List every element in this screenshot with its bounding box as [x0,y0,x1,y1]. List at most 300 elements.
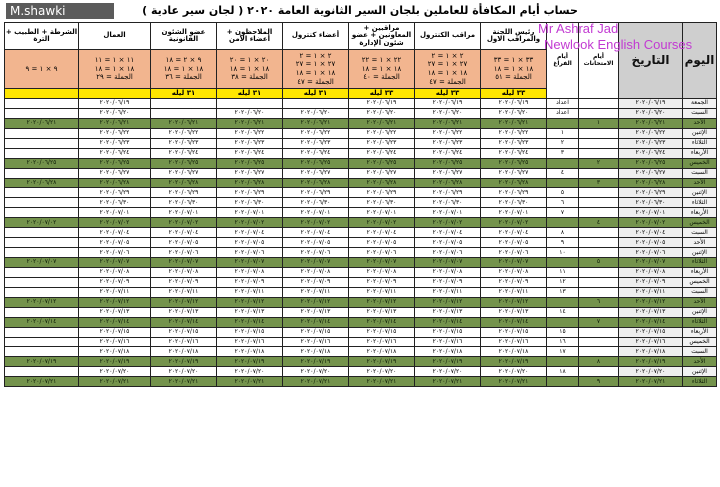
cell-legal: ٢٠٢٠/٠٧/٠٩ [151,277,217,287]
cell-security: ٢٠٢٠/٠٧/٠٦ [217,248,283,258]
cell-police [5,138,79,148]
cell-observers: ٢٠٢٠/٠٧/٠٢ [349,218,415,228]
cell-control_members: ٢٠٢٠/٠٦/٢٧ [283,168,349,178]
cell-security: ٢٠٢٠/٠٧/١٨ [217,347,283,357]
cell-head: ٢٠٢٠/٠٧/٠٨ [481,267,547,277]
cell-workers: ٢٠٢٠/٠٧/٢٠ [79,367,151,377]
cell-exams [579,128,619,138]
table-row [5,99,717,109]
cell-police [5,208,79,218]
cell-police [5,228,79,238]
cell-workers: ٢٠٢٠/٠٧/١٢ [79,297,151,307]
cell-date: ٢٠٢٠/٠٧/١١ [619,287,683,297]
cell-legal: ٢٠٢٠/٠٦/٢٤ [151,148,217,158]
cell-police: ٢٠٢٠/٠٦/٢٨ [5,178,79,188]
cell-day: السبت [683,287,717,297]
cell-workers: ٢٠٢٠/٠٧/١٨ [79,347,151,357]
table-row [5,228,717,238]
cell-control_members: ٢٠٢٠/٠٦/٢٩ [283,188,349,198]
cell-date: ٢٠٢٠/٠٧/٠٨ [619,267,683,277]
cell-free: ٥ [547,188,579,198]
cell-security: ٢٠٢٠/٠٦/٢٧ [217,168,283,178]
cell-head: ٢٠٢٠/٠٦/٢٩ [481,188,547,198]
cell-day: الأربعاء [683,267,717,277]
cell-day: الأحد [683,297,717,307]
cell-control_members [283,99,349,109]
cell-security: ٢٠٢٠/٠٧/١٦ [217,337,283,347]
cell-day: الثلاثاء [683,377,717,387]
cell-day: الخميس [683,337,717,347]
table-row [5,317,717,327]
cell-control: ٢٠٢٠/٠٦/٢١ [415,118,481,128]
cell-observers: ٢٠٢٠/٠٦/٢٣ [349,138,415,148]
cell-observers: ٢٠٢٠/٠٦/٢٨ [349,178,415,188]
calc-line: ١١ × ١ = ١١ [94,55,135,64]
cell-security: ٢٠٢٠/٠٧/٠٤ [217,228,283,238]
cell-date: ٢٠٢٠/٠٧/١٨ [619,347,683,357]
column-header-free: أيام الفراغ [547,23,579,99]
calc-line: ١٨ × ١ = ١٨ [229,64,270,73]
cell-free: اعداد [547,99,579,109]
cell-legal: ٢٠٢٠/٠٧/١٥ [151,327,217,337]
cell-day: الأحد [683,118,717,128]
table-row [5,148,717,158]
cell-legal: ٢٠٢٠/٠٧/٠٢ [151,218,217,228]
cell-workers: ٢٠٢٠/٠٦/١٩ [79,99,151,109]
cell-day: الأحد [683,238,717,248]
cell-police: ٢٠٢٠/٠٧/١٤ [5,317,79,327]
calc-cell-security [217,50,283,89]
cell-date: ٢٠٢٠/٠٦/٢٩ [619,188,683,198]
cell-control_members: ٢٠٢٠/٠٧/٠٤ [283,228,349,238]
table-row [5,218,717,228]
cell-exams [579,327,619,337]
cell-police [5,367,79,377]
cell-legal: ٢٠٢٠/٠٦/٢٣ [151,138,217,148]
cell-head: ٢٠٢٠/٠٧/٠٩ [481,277,547,287]
cell-control: ٢٠٢٠/٠٧/٠٩ [415,277,481,287]
calc-cell-police [5,50,79,89]
cell-date: ٢٠٢٠/٠٦/٣٠ [619,198,683,208]
cell-police [5,307,79,317]
cell-head: ٢٠٢٠/٠٦/٢٥ [481,158,547,168]
cell-date: ٢٠٢٠/٠٧/٠٩ [619,277,683,287]
cell-date: ٢٠٢٠/٠٦/٢٨ [619,178,683,188]
cell-observers: ٢٠٢٠/٠٧/١٢ [349,297,415,307]
table-row [5,307,717,317]
cell-control: ٢٠٢٠/٠٦/٢٠ [415,108,481,118]
column-header-date: التاريخ [619,23,683,99]
cell-security: ٢٠٢٠/٠٧/٠١ [217,208,283,218]
cell-observers: ٢٠٢٠/٠٦/٢٢ [349,128,415,138]
cell-control_members: ٢٠٢٠/٠٧/٠٨ [283,267,349,277]
cell-control_members: ٢٠٢٠/٠٦/٣٠ [283,198,349,208]
cell-date: ٢٠٢٠/٠٧/١٦ [619,337,683,347]
cell-exams: ٢ [579,158,619,168]
cell-head: ٢٠٢٠/٠٧/١٣ [481,307,547,317]
cell-security: ٢٠٢٠/٠٧/٠٢ [217,218,283,228]
cell-security: ٢٠٢٠/٠٧/١١ [217,287,283,297]
cell-control: ٢٠٢٠/٠٦/٢٩ [415,188,481,198]
cell-control: ٢٠٢٠/٠٧/١٨ [415,347,481,357]
table-row [5,258,717,268]
cell-observers: ٢٠٢٠/٠٦/٢٩ [349,188,415,198]
calc-line: ١٨ × ١ = ١٨ [493,64,534,73]
cell-observers: ٢٠٢٠/٠٧/٠٨ [349,267,415,277]
cell-day: الخميس [683,218,717,228]
cell-exams [579,198,619,208]
cell-control_members: ٢٠٢٠/٠٧/١٢ [283,297,349,307]
cell-control: ٢٠٢٠/٠٧/١٣ [415,307,481,317]
cell-free [547,258,579,268]
cell-control: ٢٠٢٠/٠٧/٢١ [415,377,481,387]
cell-free [547,218,579,228]
cell-legal: ٢٠٢٠/٠٦/٢٧ [151,168,217,178]
cell-workers: ٢٠٢٠/٠٧/٠٥ [79,238,151,248]
calc-line: الجملة = ٤٧ [429,77,466,86]
cell-legal: ٢٠٢٠/٠٧/٠٧ [151,258,217,268]
brand-label: M.shawki [6,3,114,19]
cell-security [217,99,283,109]
cell-control_members: ٢٠٢٠/٠٧/٠٢ [283,218,349,228]
cell-head: ٢٠٢٠/٠٧/١١ [481,287,547,297]
calc-line: ٢٧ × ١ = ٢٧ [295,60,336,69]
cell-free [547,118,579,128]
calc-line: ١٨ × ١ = ١٨ [163,64,204,73]
calc-line: الجملة = ٥١ [495,73,532,82]
cell-workers: ٢٠٢٠/٠٦/٢٢ [79,128,151,138]
cell-police: ٢٠٢٠/٠٧/٠٢ [5,218,79,228]
cell-head: ٢٠٢٠/٠٦/٣٠ [481,198,547,208]
calc-line: ١٨ × ١ = ١٨ [361,64,402,73]
cell-security: ٢٠٢٠/٠٧/١٤ [217,317,283,327]
cell-security: ٢٠٢٠/٠٦/٢٨ [217,178,283,188]
cell-observers: ٢٠٢٠/٠٧/١٦ [349,337,415,347]
cell-head: ٢٠٢٠/٠٧/٠٦ [481,248,547,258]
cell-day: الإثنين [683,248,717,258]
cell-observers: ٢٠٢٠/٠٧/١٨ [349,347,415,357]
cell-legal: ٢٠٢٠/٠٦/٢٩ [151,188,217,198]
calc-line: ٢٢ × ١ = ٢٢ [361,55,402,64]
cell-workers: ٢٠٢٠/٠٧/٠٢ [79,218,151,228]
cell-day: الأحد [683,357,717,367]
cell-exams: ٣ [579,178,619,188]
cell-head: ٢٠٢٠/٠٦/١٩ [481,99,547,109]
cell-day: الأربعاء [683,148,717,158]
cell-observers: ٢٠٢٠/٠٧/١١ [349,287,415,297]
cell-security: ٢٠٢٠/٠٧/١٣ [217,307,283,317]
cell-legal: ٢٠٢٠/٠٧/١٢ [151,297,217,307]
cell-legal: ٢٠٢٠/٠٧/٠٥ [151,238,217,248]
cell-day: الأحد [683,178,717,188]
table-row [5,248,717,258]
cell-legal: ٢٠٢٠/٠٧/٠٨ [151,267,217,277]
cell-security: ٢٠٢٠/٠٦/٢٥ [217,158,283,168]
table-row [5,347,717,357]
cell-exams: ٨ [579,357,619,367]
cell-date: ٢٠٢٠/٠٧/٠٥ [619,238,683,248]
cell-observers: ٢٠٢٠/٠٦/٢١ [349,118,415,128]
column-header-control: مراقب الكنترول [415,23,481,50]
cell-day: السبت [683,347,717,357]
cell-date: ٢٠٢٠/٠٦/٢٠ [619,108,683,118]
sheet-page [4,2,716,484]
cell-date: ٢٠٢٠/٠٦/٢٢ [619,128,683,138]
cell-head: ٢٠٢٠/٠٦/٢٣ [481,138,547,148]
cell-control: ٢٠٢٠/٠٦/٢٤ [415,148,481,158]
cell-exams [579,367,619,377]
table-row [5,188,717,198]
cell-legal: ٢٠٢٠/٠٧/١٤ [151,317,217,327]
cell-date: ٢٠٢٠/٠٧/٢٠ [619,367,683,377]
cell-police [5,188,79,198]
nights-cell-workers [79,89,151,99]
table-row [5,238,717,248]
cell-observers: ٢٠٢٠/٠٧/٠٧ [349,258,415,268]
cell-control_members: ٢٠٢٠/٠٧/١٤ [283,317,349,327]
calc-line: ٣٣ × ١ = ٣٣ [493,55,534,64]
cell-workers: ٢٠٢٠/٠٦/٢٨ [79,178,151,188]
cell-observers: ٢٠٢٠/٠٧/٠٩ [349,277,415,287]
cell-workers: ٢٠٢٠/٠٦/٢٥ [79,158,151,168]
cell-legal: ٢٠٢٠/٠٦/٢٥ [151,158,217,168]
cell-control: ٢٠٢٠/٠٧/١٩ [415,357,481,367]
cell-day: السبت [683,108,717,118]
cell-head: ٢٠٢٠/٠٧/٠٥ [481,238,547,248]
reward-days-table [4,22,717,387]
table-row [5,108,717,118]
cell-workers: ٢٠٢٠/٠٦/٢٧ [79,168,151,178]
cell-control: ٢٠٢٠/٠٦/١٩ [415,99,481,109]
nights-cell-security: ٣١ ليله [217,89,283,99]
table-row [5,178,717,188]
cell-legal [151,99,217,109]
calc-cell-observers [349,50,415,89]
cell-exams [579,307,619,317]
cell-observers: ٢٠٢٠/٠٦/٢٥ [349,158,415,168]
cell-exams [579,208,619,218]
cell-legal: ٢٠٢٠/٠٦/٢٨ [151,178,217,188]
cell-exams [579,248,619,258]
cell-head: ٢٠٢٠/٠٦/٢٨ [481,178,547,188]
table-row [5,287,717,297]
cell-exams: ١ [579,118,619,128]
cell-police [5,277,79,287]
cell-free [547,297,579,307]
cell-police [5,148,79,158]
cell-date: ٢٠٢٠/٠٦/٢٣ [619,138,683,148]
cell-security: ٢٠٢٠/٠٧/٠٩ [217,277,283,287]
cell-security: ٢٠٢٠/٠٦/٢٩ [217,188,283,198]
nights-cell-control_members: ٣١ ليله [283,89,349,99]
cell-observers: ٢٠٢٠/٠٧/١٥ [349,327,415,337]
cell-police [5,287,79,297]
cell-workers: ٢٠٢٠/٠٧/٠٨ [79,267,151,277]
calc-line: ١٨ × ١ = ١٨ [295,69,336,77]
cell-control_members: ٢٠٢٠/٠٧/٠٥ [283,238,349,248]
cell-day: الثلاثاء [683,138,717,148]
cell-exams [579,148,619,158]
cell-free: ٢ [547,138,579,148]
cell-legal: ٢٠٢٠/٠٦/٢٢ [151,128,217,138]
cell-control_members: ٢٠٢٠/٠٧/١٣ [283,307,349,317]
cell-day: الإثنين [683,307,717,317]
cell-head: ٢٠٢٠/٠٧/٢٠ [481,367,547,377]
cell-control: ٢٠٢٠/٠٧/٠٢ [415,218,481,228]
cell-police [5,337,79,347]
cell-head: ٢٠٢٠/٠٧/١٤ [481,317,547,327]
cell-police: ٢٠٢٠/٠٧/١٢ [5,297,79,307]
cell-workers: ٢٠٢٠/٠٧/١٣ [79,307,151,317]
cell-security: ٢٠٢٠/٠٦/٣٠ [217,198,283,208]
cell-control: ٢٠٢٠/٠٧/١١ [415,287,481,297]
cell-free: ١٧ [547,347,579,357]
cell-day: الثلاثاء [683,198,717,208]
cell-free: ٣ [547,148,579,158]
cell-exams [579,138,619,148]
cell-free: ١ [547,128,579,138]
cell-workers: ٢٠٢٠/٠٧/١٥ [79,327,151,337]
cell-day: الإثنين [683,128,717,138]
calc-line: الجملة = ٢٩ [96,73,133,82]
cell-head: ٢٠٢٠/٠٦/٢٠ [481,108,547,118]
calc-cell-control [415,50,481,89]
cell-control_members: ٢٠٢٠/٠٧/١٩ [283,357,349,367]
column-header-workers: العمال [79,23,151,50]
cell-police: ٢٠٢٠/٠٦/٢٥ [5,158,79,168]
cell-control: ٢٠٢٠/٠٧/٠٧ [415,258,481,268]
calc-line: ٢٧ × ١ = ٢٧ [427,60,468,69]
cell-free: ٤ [547,168,579,178]
cell-police [5,198,79,208]
cell-free: ٩ [547,238,579,248]
cell-control: ٢٠٢٠/٠٧/٠٥ [415,238,481,248]
cell-exams [579,188,619,198]
cell-workers: ٢٠٢٠/٠٧/١٩ [79,357,151,367]
cell-date: ٢٠٢٠/٠٧/١٥ [619,327,683,337]
cell-exams [579,337,619,347]
calc-cell-workers [79,50,151,89]
cell-free: ١٠ [547,248,579,258]
cell-day: الأربعاء [683,208,717,218]
cell-free [547,158,579,168]
calc-cell-head [481,50,547,89]
cell-police: ٢٠٢٠/٠٧/١٩ [5,357,79,367]
cell-exams [579,228,619,238]
calc-line: ٩ × ١ = ٩ [25,64,58,73]
table-row [5,158,717,168]
cell-head: ٢٠٢٠/٠٧/١٢ [481,297,547,307]
cell-head: ٢٠٢٠/٠٧/٠٤ [481,228,547,238]
cell-police: ٢٠٢٠/٠٦/٢١ [5,118,79,128]
cell-free: اعداد [547,108,579,118]
cell-day: الإثنين [683,367,717,377]
cell-date: ٢٠٢٠/٠٦/٢٥ [619,158,683,168]
cell-control: ٢٠٢٠/٠٧/٠٨ [415,267,481,277]
cell-observers: ٢٠٢٠/٠٧/٠٦ [349,248,415,258]
cell-day: الإثنين [683,188,717,198]
cell-exams: ٥ [579,258,619,268]
cell-workers: ٢٠٢٠/٠٦/٢٤ [79,148,151,158]
cell-security: ٢٠٢٠/٠٧/٢٠ [217,367,283,377]
cell-day: الخميس [683,158,717,168]
cell-control: ٢٠٢٠/٠٦/٢٧ [415,168,481,178]
cell-observers: ٢٠٢٠/٠٦/٢٤ [349,148,415,158]
cell-control_members: ٢٠٢٠/٠٧/٠٩ [283,277,349,287]
table-row [5,277,717,287]
watermark-name: Mr Ashraf Jad [538,21,619,36]
cell-day: السبت [683,168,717,178]
nights-cell-head: ٣٣ ليله [481,89,547,99]
cell-control_members: ٢٠٢٠/٠٧/٠٧ [283,258,349,268]
watermark-course: Newlook English Courses [544,37,693,52]
cell-workers: ٢٠٢٠/٠٦/٢٩ [79,188,151,198]
cell-free: ١٢ [547,277,579,287]
cell-exams [579,99,619,109]
cell-workers: ٢٠٢٠/٠٦/٣٠ [79,198,151,208]
cell-security: ٢٠٢٠/٠٧/١٩ [217,357,283,367]
cell-free: ٦ [547,198,579,208]
calc-line: الجملة = ٤٠ [363,73,400,82]
nights-cell-legal: ٣١ ليله [151,89,217,99]
cell-exams [579,287,619,297]
cell-security: ٢٠٢٠/٠٧/٠٨ [217,267,283,277]
cell-head: ٢٠٢٠/٠٧/٢١ [481,377,547,387]
cell-workers: ٢٠٢٠/٠٧/١٦ [79,337,151,347]
cell-day: الأربعاء [683,327,717,337]
cell-exams [579,267,619,277]
cell-free [547,317,579,327]
table-row [5,118,717,128]
cell-security: ٢٠٢٠/٠٦/٢١ [217,118,283,128]
table-row [5,128,717,138]
cell-control: ٢٠٢٠/٠٧/١٦ [415,337,481,347]
cell-police [5,248,79,258]
cell-workers: ٢٠٢٠/٠٧/٢١ [79,377,151,387]
cell-exams [579,277,619,287]
cell-free: ٨ [547,228,579,238]
calc-cell-legal [151,50,217,89]
cell-observers: ٢٠٢٠/٠٦/١٩ [349,99,415,109]
cell-security: ٢٠٢٠/٠٦/٢٢ [217,128,283,138]
cell-police [5,238,79,248]
cell-security: ٢٠٢٠/٠٧/١٢ [217,297,283,307]
cell-observers: ٢٠٢٠/٠٧/٠٥ [349,238,415,248]
column-header-day: اليوم [683,23,717,99]
table-row [5,367,717,377]
column-header-police: الشرطة + الطبيب + الترة [5,23,79,50]
cell-free: ١١ [547,267,579,277]
cell-police: ٢٠٢٠/٠٧/٢١ [5,377,79,387]
cell-control: ٢٠٢٠/٠٧/٠٤ [415,228,481,238]
cell-control: ٢٠٢٠/٠٦/٣٠ [415,198,481,208]
cell-control: ٢٠٢٠/٠٧/٢٠ [415,367,481,377]
table-row [5,198,717,208]
cell-exams: ٤ [579,218,619,228]
calc-line: الجملة = ٤٧ [297,77,334,86]
cell-head: ٢٠٢٠/٠٧/٠١ [481,208,547,218]
cell-head: ٢٠٢٠/٠٧/١٨ [481,347,547,357]
cell-security: ٢٠٢٠/٠٦/٢٠ [217,108,283,118]
cell-control_members: ٢٠٢٠/٠٧/١١ [283,287,349,297]
cell-free: ٧ [547,208,579,218]
cell-date: ٢٠٢٠/٠٦/٢١ [619,118,683,128]
table-row [5,377,717,387]
cell-exams [579,238,619,248]
cell-exams: ٩ [579,377,619,387]
cell-police: ٢٠٢٠/٠٧/٠٧ [5,258,79,268]
nights-cell-observers: ٣٣ ليله [349,89,415,99]
